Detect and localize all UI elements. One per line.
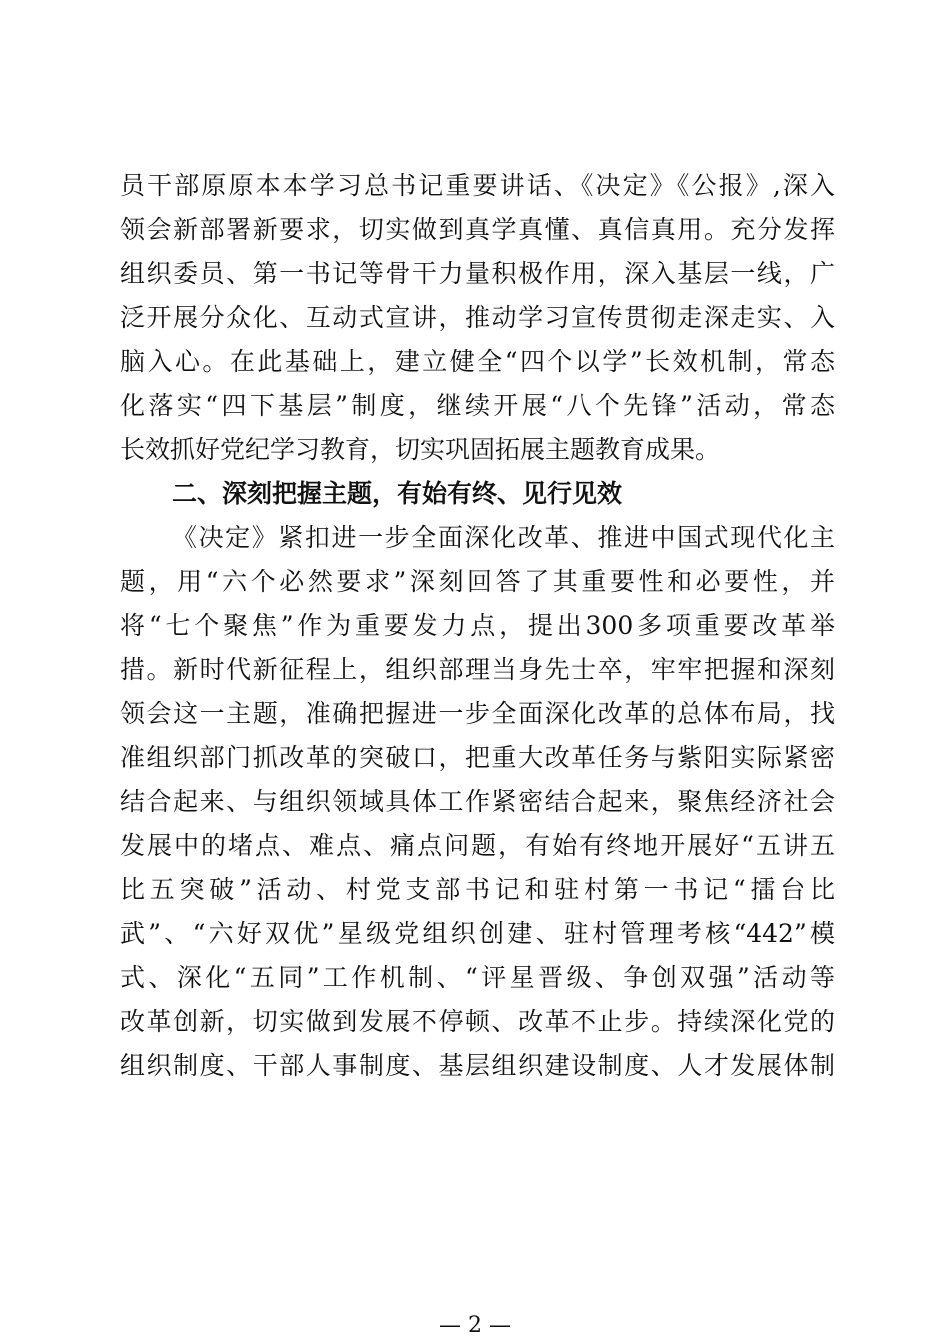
text-line: 化落实“四下基层”制度，继续开展“八个先锋”活动，常态 — [120, 391, 835, 420]
page-number: — 2 — — [439, 1313, 511, 1338]
text-line: 措。新时代新征程上，组织部理当身先士卒，牢牢把握和深刻 — [120, 655, 835, 684]
text-line: 组织制度、干部人事制度、基层组织建设制度、人才发展体制 — [120, 1051, 835, 1080]
section-heading: 二、深刻把握主题，有始有终、见行见效 — [172, 479, 623, 508]
text-line: 脑入心。在此基础上，建立健全“四个以学”长效机制，常态 — [120, 347, 835, 376]
text-line: 《决定》紧扣进一步全面深化改革、推进中国式现代化主 — [172, 523, 835, 552]
text-line: 组织委员、第一书记等骨干力量积极作用，深入基层一线，广 — [120, 259, 835, 288]
text-line: 式、深化“五同”工作机制、“评星晋级、争创双强”活动等 — [120, 963, 835, 992]
text-line: 题，用“六个必然要求”深刻回答了其重要性和必要性，并 — [120, 567, 835, 596]
text-line: 领会这一主题，准确把握进一步全面深化改革的总体布局，找 — [120, 699, 835, 728]
paragraph-2 — [120, 516, 835, 1088]
text-line: 比五突破”活动、村党支部书记和驻村第一书记“擂台比 — [120, 875, 835, 904]
document-body — [120, 164, 835, 1088]
text-line: 结合起来、与组织领域具体工作紧密结合起来，聚焦经济社会 — [120, 787, 835, 816]
text-line: 改革创新，切实做到发展不停顿、改革不止步。持续深化党的 — [120, 1007, 835, 1036]
text-line: 泛开展分众化、互动式宣讲，推动学习宣传贯彻走深走实、入 — [120, 303, 835, 332]
text-line: 长效抓好党纪学习教育，切实巩固拓展主题教育成果。 — [120, 435, 721, 464]
text-line: 将“七个聚焦”作为重要发力点，提出300多项重要改革举 — [120, 611, 835, 640]
text-line: 发展中的堵点、难点、痛点问题，有始有终地开展好“五讲五 — [120, 831, 835, 860]
text-line: 领会新部署新要求，切实做到真学真懂、真信真用。充分发挥 — [120, 215, 835, 244]
text-line: 准组织部门抓改革的突破口，把重大改革任务与紫阳实际紧密 — [120, 743, 835, 772]
text-line: 员干部原原本本学习总书记重要讲话、《决定》《公报》,深入 — [120, 171, 835, 200]
text-line: 武”、“六好双优”星级党组织创建、驻村管理考核“442”模 — [120, 919, 835, 948]
paragraph-1 — [120, 164, 835, 472]
